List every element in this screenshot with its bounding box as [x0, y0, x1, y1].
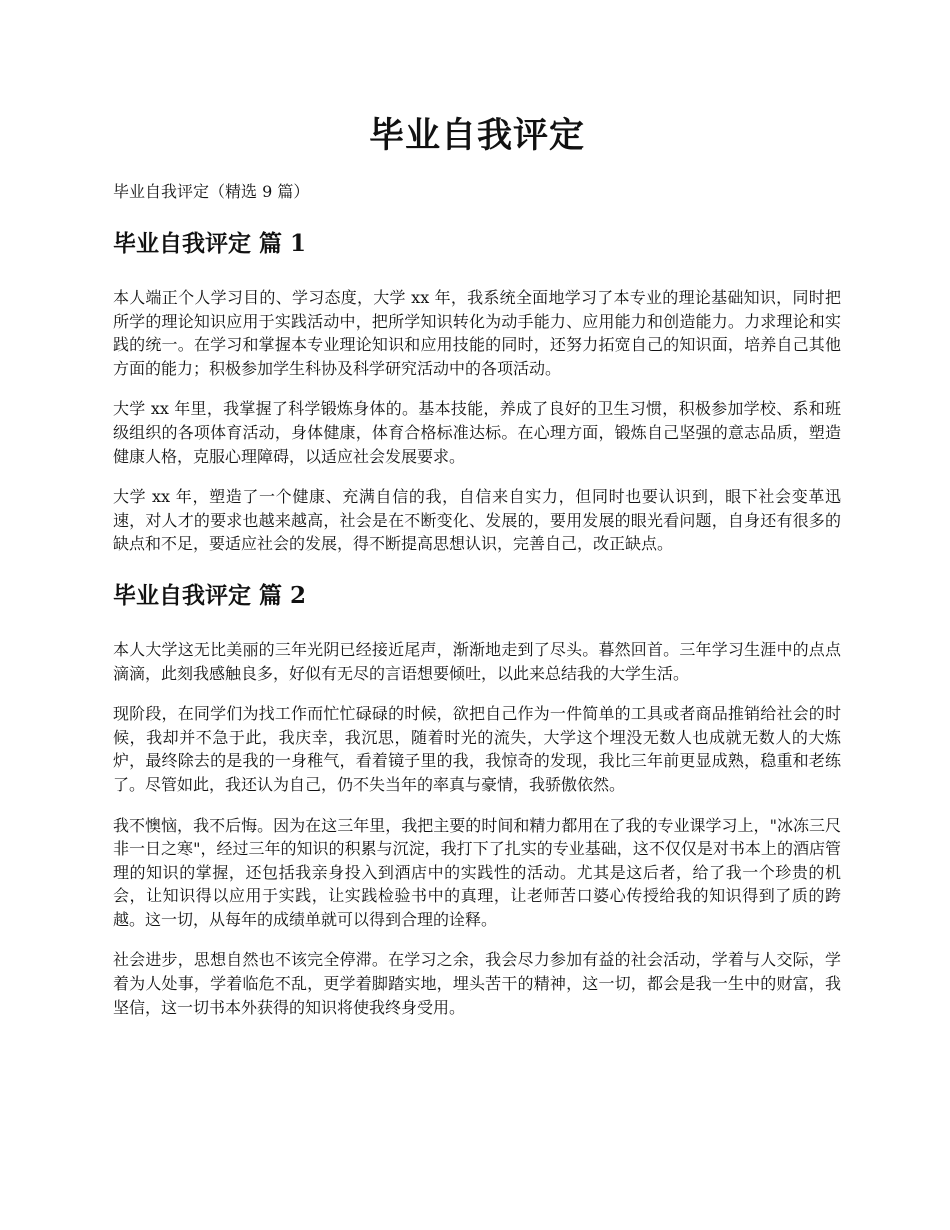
- document-subtitle: 毕业自我评定（精选 9 篇）: [113, 182, 310, 201]
- paragraph: 本人端正个人学习目的、学习态度，大学 xx 年，我系统全面地学习了本专业的理论基础知识，同时把所学的理论知识应用于实践活动中，把所学知识转化为动手能力、应用能力和创造能力。力求理论和实践的统一。在学习和掌握本专业理论知识和应用技能的同时，还努力拓宽自己的知识面，培养自己其他方面的能力；积极参加学生科协及科学研究活动中的各项活动。: [113, 288, 841, 378]
- document-page: [113, 110, 841, 1019]
- document-title: 毕业自我评定: [368, 115, 585, 156]
- paragraph: 我不懊恼，我不后悔。因为在这三年里，我把主要的时间和精力都用在了我的专业课学习上，"冰冻三尺非一日之寒"，经过三年的知识的积累与沉淀，我打下了扎实的专业基础，这不仅仅是对书本上的酒店管理的知识的掌握，还包括我亲身投入到酒店中的实践性的活动。尤其是这后者，给了我一个珍贵的机会，让知识得以应用于实践，让实践检验书中的真理，让老师苦口婆心传授给我的知识得到了质的跨越。这一切，从每年的成绩单就可以得到合理的诠释。: [113, 815, 841, 929]
- section-2: [113, 576, 841, 1019]
- paragraph: 现阶段，在同学们为找工作而忙忙碌碌的时候，欲把自己作为一件简单的工具或者商品推销给社会的时候，我却并不急于此，我庆幸，我沉思，随着时光的流失，大学这个埋没无数人也成就无数人的大炼炉，最终除去的是我的一身稚气，看着镜子里的我，我惊奇的发现，我比三年前更显成熟，稳重和老练了。尽管如此，我还认为自己，仍不失当年的率真与豪情，我骄傲依然。: [113, 704, 841, 794]
- paragraph: 大学 xx 年，塑造了一个健康、充满自信的我，自信来自实力，但同时也要认识到，眼下社会变革迅速，对人才的要求也越来越高，社会是在不断变化、发展的，要用发展的眼光看问题，自身还有很多的缺点和不足，要适应社会的发展，得不断提高思想认识，完善自己，改正缺点。: [113, 487, 841, 554]
- section-heading: 毕业自我评定 篇 1: [113, 230, 307, 257]
- paragraph: 社会进步，思想自然也不该完全停滞。在学习之余，我会尽力参加有益的社会活动，学着与人交际，学着为人处事，学着临危不乱，更学着脚踏实地，埋头苦干的精神，这一切，都会是我一生中的财富，我坚信，这一切书本外获得的知识将使我终身受用。: [113, 950, 841, 1017]
- section-heading: 毕业自我评定 篇 2: [113, 581, 307, 609]
- paragraph: 大学 xx 年里，我掌握了科学锻炼身体的。基本技能，养成了良好的卫生习惯，积极参加学校、系和班级组织的各项体育活动，身体健康，体育合格标准达标。在心理方面，锻炼自己坚强的意志品质，塑造健康人格，克服心理障碍，以适应社会发展要求。: [113, 399, 841, 466]
- paragraph: 本人大学这无比美丽的三年光阴已经接近尾声，渐渐地走到了尽头。暮然回首。三年学习生涯中的点点滴滴，此刻我感触良多，好似有无尽的言语想要倾吐，以此来总结我的大学生活。: [113, 639, 841, 683]
- section-1: [113, 224, 841, 556]
